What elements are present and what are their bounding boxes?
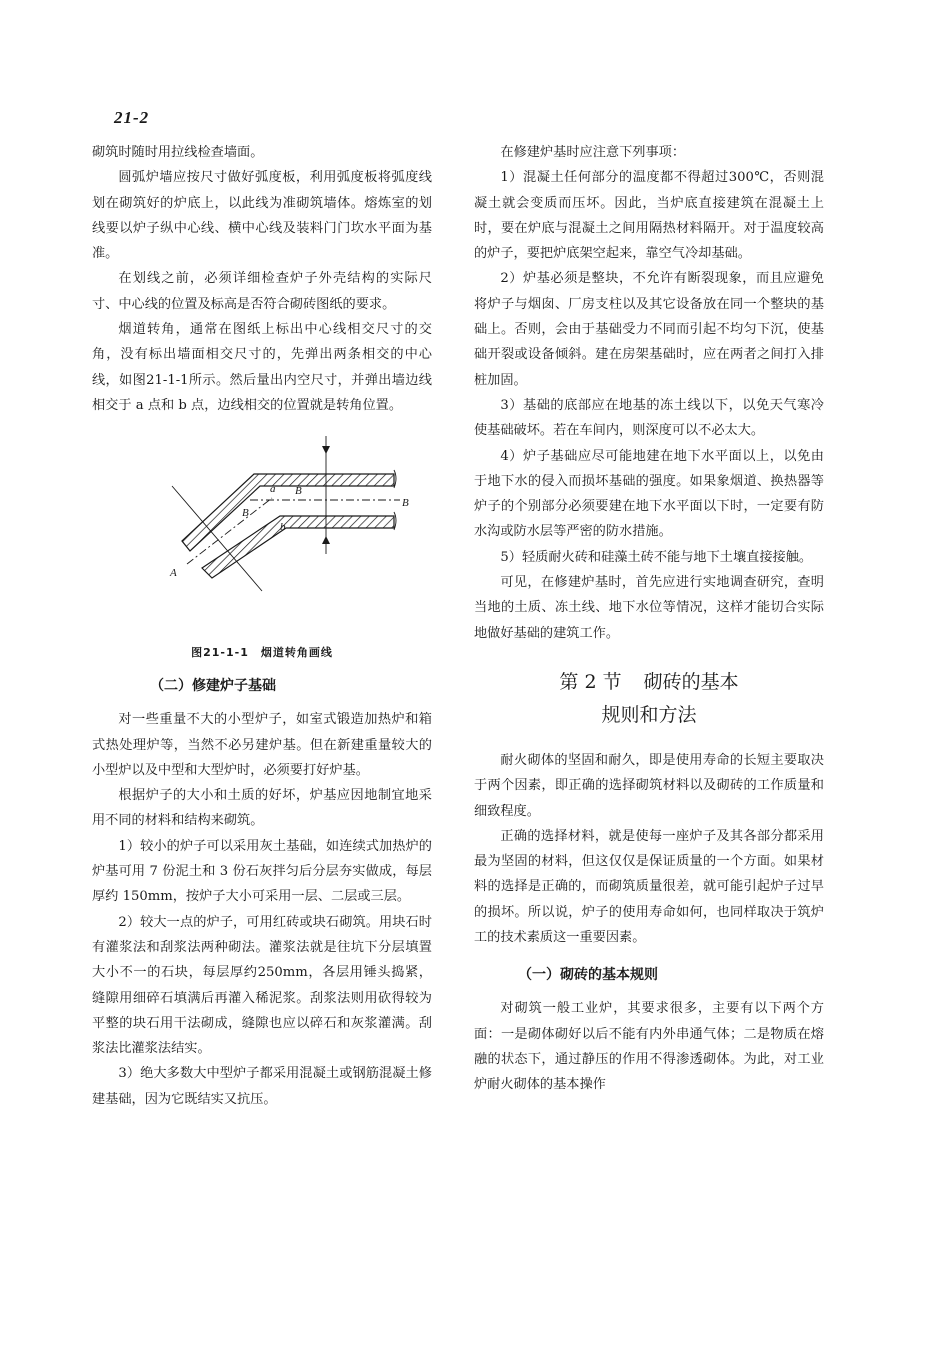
paragraph: 2）炉基必须是整块，不允许有断裂现象，而且应避免将炉子与烟囱、厂房支柱以及其它设备放在同一个整块的基础上。否则，会由于基础受力不同而引起不均匀下沉，使基础开裂或设备倾斜。建在房架基础时，应在两者之间打入排桩加固。	[474, 271, 824, 388]
subheading: （一）砌砖的基本规则	[518, 967, 658, 984]
paragraph: 对砌筑一般工业炉，其要求很多，主要有以下两个方面：一是砌体砌好以后不能有内外串通气体；二是物质在熔融的状态下，通过静压的作用不得渗透砌体。为此，对工业炉耐火砌体的基本操作	[474, 1001, 824, 1093]
section-number: 第 2 节	[559, 670, 622, 693]
section-title-line1: 砌砖的基本	[643, 670, 739, 693]
paragraph: 3）绝大多数大中型炉子都采用混凝土或钢筋混凝土修建基础，因为它既结实又抗压。	[92, 1066, 432, 1107]
label-b: b	[280, 521, 286, 534]
flue-corner-figure	[92, 426, 432, 661]
paragraph: 4）炉子基础应尽可能地建在地下水平面以上，以免由于地下水的侵入而损坏基础的强度。如果象烟道、换热器等炉子的个别部分必须要建在地下水平面以下时，一定要有防水沟或防水层等严密的防水措施。	[474, 448, 824, 540]
paragraph: 耐火砌体的坚固和耐久，即是使用寿命的长短主要取决于两个因素，即正确的选择砌筑材料以及砌砖的工作质量和细致程度。	[474, 752, 824, 819]
paragraph: 砌筑时随时用拉线检查墙面。	[92, 145, 264, 160]
paragraph: 1）混凝土任何部分的温度都不得超过300℃，否则混凝土就会变质而压坏。因此，当炉底直接建筑在混凝土上时，要在炉底与混凝土之间用隔热材料隔开。对于温度较高的炉子，要把炉底架空起来，靠空气冷却基础。	[474, 170, 824, 262]
paragraph: 在划线之前，必须详细检查炉子外壳结构的实际尺寸、中心线的位置及标高是否符合砌砖图纸的要求。	[92, 271, 432, 312]
label-B-top: B	[295, 485, 302, 498]
flue-corner-diagram	[162, 426, 422, 626]
label-B-mid: B	[242, 507, 249, 520]
section-title	[474, 666, 824, 732]
paragraph: 5）轻质耐火砖和硅藻土砖不能与地下土壤直接接触。	[500, 549, 813, 565]
paragraph: 1）较小的炉子可以采用灰土基础，如连续式加热炉的炉基可用 7 份泥土和 3 份石灰拌匀后分层夯实做成，每层厚约 150mm，按炉子大小可采用一层、二层或三层。	[92, 838, 432, 905]
paragraph: 根据炉子的大小和土质的好坏，炉基应因地制宜地采用不同的材料和结构来砌筑。	[92, 788, 432, 829]
paragraph: 圆弧炉墙应按尺寸做好弧度板，利用弧度板将弧度线划在砌筑好的炉底上，以此线为准砌筑墙体。熔炼室的划线要以炉子纵中心线、横中心线及装料门门坎水平面为基准。	[92, 170, 432, 262]
paragraph: 2）较大一点的炉子，可用红砖或块石砌筑。用块石时有灌浆法和刮浆法两种砌法。灌浆法就是往坑下分层填置大小不一的石块，每层厚约250mm，各层用锤头捣紧，缝隙用细碎石填满后再灌入稀泥浆。刮浆法则用砍得较为平整的块石用干法砌成，缝隙也应以碎石和灰浆灌满。刮浆法比灌浆法结实。	[92, 914, 432, 1057]
paragraph: 对一些重量不大的小型炉子，如室式锻造加热炉和箱式热处理炉等，当然不必另建炉基。但在新建重量较大的小型炉以及中型和大型炉时，必须要打好炉基。	[92, 712, 432, 778]
left-column	[92, 140, 432, 1112]
label-A: A	[170, 567, 177, 580]
label-B-right: B	[402, 497, 409, 510]
figure-caption: 图21-1-1 烟道转角画线	[191, 646, 333, 660]
paragraph: 烟道转角，通常在图纸上标出中心线相交尺寸的交角，没有标出墙面相交尺寸的，先弹出两条相交的中心线，如图21-1-1所示。然后量出内空尺寸，并弹出墙边线相交于 a 点和 b 点，边线相交的位置就是转角位置。	[92, 322, 432, 413]
right-column	[474, 140, 824, 1098]
label-a: a	[270, 483, 276, 496]
lower-wall	[202, 516, 394, 578]
paragraph: 3）基础的底部应在地基的冻土线以下，以免天气寒冷使基础破坏。若在车间内，则深度可以不必太大。	[474, 397, 824, 439]
subheading: （二）修建炉子基础	[150, 678, 276, 695]
paragraph: 正确的选择材料，就是使每一座炉子及其各部分都采用最为坚固的材料，但这仅仅是保证质量的一个方面。如果材料的选择是正确的，而砌筑质量很差，就可能引起炉子过早的损坏。所以说，炉子的使用寿命如何，也同样取决于筑炉工的技术素质这一重要因素。	[474, 828, 824, 946]
page-number: 21-2	[114, 108, 150, 127]
paragraph: 在修建炉基时应注意下列事项：	[500, 145, 686, 160]
section-title-line2: 规则和方法	[601, 703, 697, 726]
paragraph: 可见，在修建炉基时，首先应进行实地调查研究，查明当地的土质、冻土线、地下水位等情况，这样才能切合实际地做好基础的建筑工作。	[474, 575, 824, 641]
upper-wall	[182, 474, 394, 551]
